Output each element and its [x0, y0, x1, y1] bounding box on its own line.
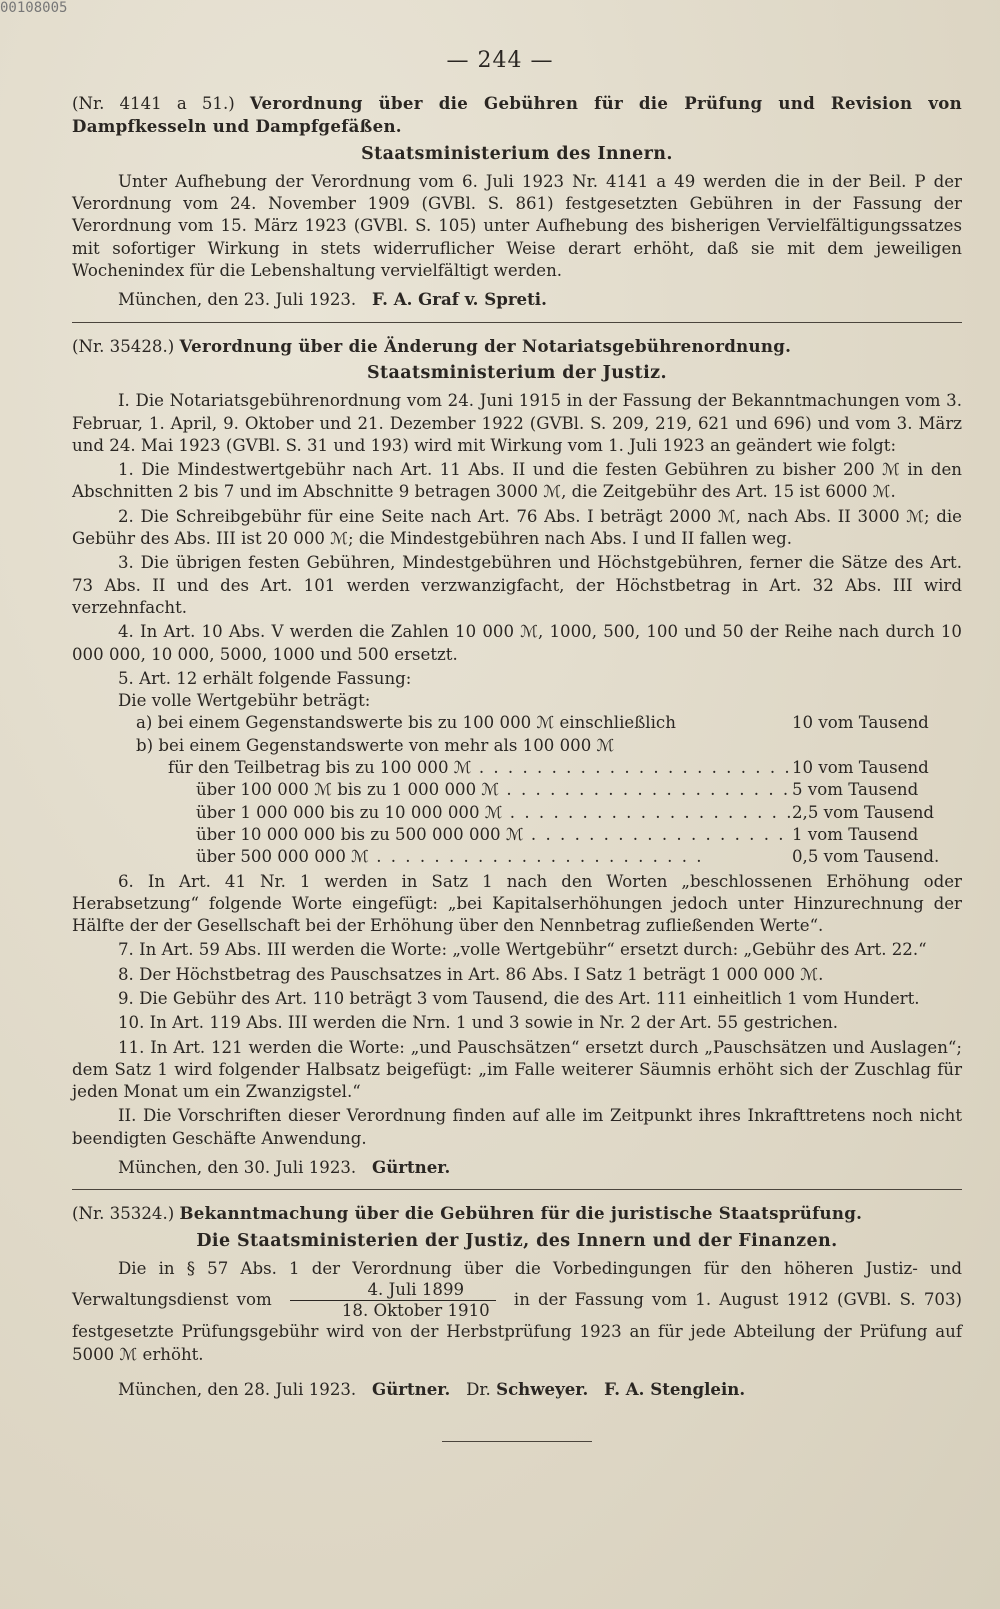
scale-label: über 500 000 000 ℳ . . . [72, 846, 792, 868]
section-ref: (Nr. 4141 a 51.) [72, 94, 235, 113]
signature: Schweyer. [496, 1378, 589, 1399]
section-body [72, 1258, 962, 1366]
page-content [72, 92, 962, 1442]
scale-value: 2,5 vom Tausend [792, 802, 935, 822]
scale-label: b) bei einem Gegenstandswerte von mehr als 100 000 ℳ [136, 735, 615, 755]
signature-line [118, 1156, 962, 1179]
ministry-name: Die Staatsministerien der Justiz, des Innern und der Finanzen. [196, 1230, 838, 1251]
scale-row [72, 779, 962, 801]
scale-value: 0,5 vom Tausend. [792, 847, 940, 867]
place-date: München, den 23. Juli 1923. [118, 290, 357, 310]
place-date: München, den 30. Juli 1923. [118, 1158, 357, 1178]
section-divider [72, 322, 962, 323]
section-divider [72, 1189, 962, 1190]
section-heading [72, 1202, 962, 1225]
signature-title: Dr. [466, 1379, 491, 1399]
scale-intro: Die volle Wertgebühr beträgt: [118, 691, 371, 711]
scale-label: a) bei einem Gegenstandswerte bis zu 100 000 ℳ einschließlich [136, 713, 676, 733]
body-post: in der Fassung vom 1. August 1912 (GVBl. S. 703) festgesetzte Prüfungsgebühr wird von der Herbstprüfung 1923 an für jede Abteilung der Prüfung auf 5000 ℳ erhöht. [72, 1290, 963, 1364]
list-item: 10. In Art. 119 Abs. III werden die Nrn. 1 und 3 sowie in Nr. 2 der Art. 55 gestrichen. [118, 1013, 839, 1033]
signature: Gürtner. [372, 1378, 451, 1399]
list-item: 9. Die Gebühr des Art. 110 beträgt 3 vom Tausend, die des Art. 111 einheitlich 1 vom Hundert. [118, 988, 920, 1008]
date-fraction [290, 1280, 496, 1321]
scale-value: 10 vom Tausend [792, 758, 929, 778]
signature: F. A. Graf v. Spreti. [372, 289, 547, 310]
list-item: 5. Art. 12 erhält folgende Fassung: [118, 668, 412, 688]
scale-label: für den Teilbetrag bis zu 100 000 ℳ . . . [72, 757, 792, 779]
section-heading [72, 92, 962, 139]
scale-value: 1 vom Tausend [792, 824, 919, 844]
page-number: — 244 — [446, 48, 554, 73]
list-item: 7. In Art. 59 Abs. III werden die Worte: „volle Wertgebühr“ ersetzt durch: „Gebühr des Art. 22.“ [118, 940, 927, 960]
scale-row-b [72, 735, 962, 757]
scale-value: 10 vom Tausend [792, 713, 929, 733]
scale-row [72, 757, 962, 779]
section-ref: (Nr. 35324.) [72, 1204, 175, 1224]
scale-label: über 1 000 000 bis zu 10 000 000 ℳ . . . [72, 802, 792, 824]
signature: F. A. Stenglein. [604, 1378, 746, 1399]
signature: Gürtner. [372, 1157, 451, 1178]
body-pre: Die in § 57 Abs. 1 der Verordnung über die Vorbedingungen für den höheren Justiz- und Verwaltungsdienst vom [72, 1258, 962, 1310]
signature-line [118, 1378, 962, 1401]
list-item: 4. In Art. 10 Abs. V werden die Zahlen 10 000 ℳ, 1000, 500, 100 und 50 der Reihe nach durch 10 000 000, 10 000, 5000, 1000 und 500 ersetzt. [72, 622, 962, 664]
section-intro: I. Die Notariatsgebührenordnung vom 24. Juni 1915 in der Fassung der Bekanntmachungen vom 3. Februar, 1. April, 9. Oktober und 21. Dezember 1922 (GVBl. S. 209, 219, 621 und 696) und vom 3. März und 24. Mai 1923 (GVBl. S. 31 und 193) wird mit Wirkung vom 1. Juli 1923 an geändert wie folgt: [72, 391, 962, 455]
signature-line [118, 288, 962, 311]
section-ref: (Nr. 35428.) [72, 336, 175, 356]
section-notariat [72, 335, 962, 1180]
part-two: II. Die Vorschriften dieser Verordnung finden auf alle im Zeitpunkt ihres Inkrafttretens noch nicht beendigten Geschäfte Anwendung. [72, 1106, 962, 1148]
list-item: 6. In Art. 41 Nr. 1 werden in Satz 1 nach den Worten „beschlossenen Erhöhung oder Herabsetzung“ folgende Worte eingefügt: „bei Kapitalserhöhungen jedoch unter Hinzurechnung der Hälfte der der Gesellschaft bei der Erhöhung über den Nennbetrag zufließenden Werte“. [72, 871, 962, 936]
end-rule [442, 1441, 592, 1442]
scan-id: 00108005 [0, 0, 68, 16]
list-item: 3. Die übrigen festen Gebühren, Mindestgebühren und Höchstgebühren, ferner die Sätze des Art. 73 Abs. II und des Art. 101 werden verzwanzigfacht, der Höchstbetrag in Art. 32 Abs. III wird verzehnfacht. [72, 553, 962, 617]
scale-row-a [72, 712, 962, 734]
list-item: 8. Der Höchstbetrag des Pauschsatzes in Art. 86 Abs. I Satz 1 beträgt 1 000 000 ℳ. [118, 964, 824, 984]
section-title: Verordnung über die Gebühren für die Prüfung und Revision von Dampfkesseln und Dampfgefäßen. [72, 93, 962, 137]
scale-row [72, 846, 962, 868]
section-title: Bekanntmachung über die Gebühren für die juristische Staatsprüfung. [179, 1203, 863, 1224]
scale-value: 5 vom Tausend [792, 780, 919, 800]
section-heading [72, 335, 962, 358]
scale-row [72, 824, 962, 846]
fraction-denominator: 18. Oktober 1910 [341, 1301, 490, 1321]
section-dampfkessel [72, 92, 962, 312]
fee-scale [72, 712, 962, 868]
fraction-numerator: 4. Juli 1899 [290, 1280, 496, 1301]
section-body: Unter Aufhebung der Verordnung vom 6. Juli 1923 Nr. 4141 a 49 werden die in der Beil. P der Verordnung vom 24. November 1909 (GVBl. S. 861) festgesetzten Gebühren in der Fassung der Verordnung vom 15. März 1923 (GVBl. S. 105) unter Aufhebung des bisherigen Vervielfältigungssatzes mit sofortiger Wirkung in stets widerruflicher Weise derart erhöht, daß sie mit dem jeweiligen Wochenindex für die Lebenshaltung vervielfältigt werden. [72, 171, 962, 281]
ministry-name: Staatsministerium der Justiz. [366, 362, 668, 383]
place-date: München, den 28. Juli 1923. [118, 1379, 357, 1399]
ministry-name: Staatsministerium des Innern. [361, 143, 673, 164]
list-item: 1. Die Mindestwertgebühr nach Art. 11 Abs. II und die festen Gebühren zu bisher 200 ℳ in den Abschnitten 2 bis 7 und im Abschnitte 9 betragen 3000 ℳ, die Zeitgebühr des Art. 15 ist 6000 ℳ. [72, 460, 962, 502]
list-item: 11. In Art. 121 werden die Worte: „und Pauschsätzen“ ersetzt durch „Pauschsätzen und Auslagen“; dem Satz 1 wird folgender Halbsatz beigefügt: „im Falle weiterer Säumnis erhöht sich der Zuschlag für jeden Monat um ein Zwanzigstel.“ [72, 1037, 962, 1102]
scale-row [72, 802, 962, 824]
section-title: Verordnung über die Änderung der Notariatsgebührenordnung. [179, 335, 792, 356]
list-item: 2. Die Schreibgebühr für eine Seite nach Art. 76 Abs. I beträgt 2000 ℳ, nach Abs. II 3000 ℳ; die Gebühr des Abs. III ist 20 000 ℳ; die Mindestgebühren nach Abs. I und II fallen weg. [72, 506, 962, 549]
scale-label: über 10 000 000 bis zu 500 000 000 ℳ . . . [72, 824, 792, 846]
scale-label: über 100 000 ℳ bis zu 1 000 000 ℳ . . . [72, 779, 792, 801]
section-staatspruefung [72, 1202, 962, 1401]
